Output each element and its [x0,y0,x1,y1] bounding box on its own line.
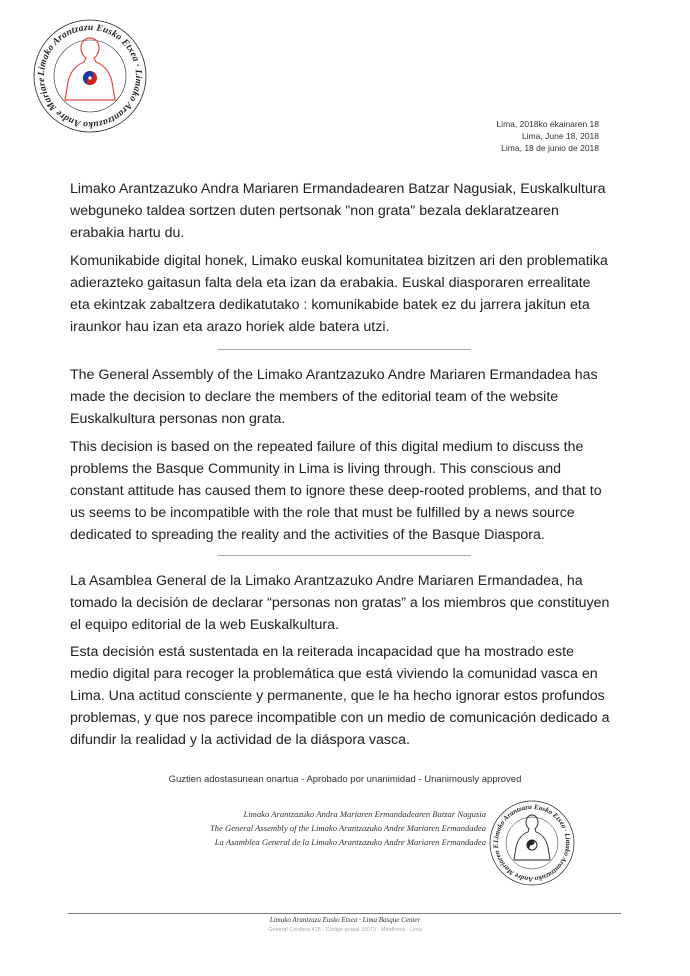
date-basque: Lima, 2018ko ekainaren 18 [496,119,599,129]
date-spanish: Lima, 18 de junio de 2018 [501,143,599,153]
signature-basque: Limako Arantzazuko Andra Mariaren Ermandadearen Batzar Nagusia [243,809,486,819]
association-seal-logo [28,14,152,138]
date-english: Lima, June 18, 2018 [521,131,599,141]
signature-english: The General Assembly of the Limako Arantzazuko Andre Mariaren Ermandadea [209,823,486,833]
footer-divider [68,913,621,914]
paragraph-english-1: The General Assembly of the Limako Arantzazuko Andre Mariaren Ermandadea has made the decision to declare the members of the editorial team of the website Euskalkultura personas non grata. [70,367,598,427]
lauburu-icon [527,840,537,850]
signature-block [150,807,486,849]
signature-spanish: La Asamblea General de la Limako Arantzazuko Andre Mariaren Ermandadea [214,837,486,847]
section-divider [218,555,471,556]
paragraph-basque-2: Komunikabide digital honek, Limako euskal komunitatea bizitzen ari den problematika adierazteko gaitasun falta dela eta izan da erabakia. Euskal diasporaren errealitate eta ekintzak zabaltzera dedikatutako : komunikabide batek ez du jarrera jakitun eta iraunkor hau izan eta arazo horiek alde batera utzi. [70,253,608,335]
paragraph-spanish-1: La Asamblea General de la Limako Arantzazuko Andre Mariaren Ermandadea, ha tomado la decisión de declarar “personas non gratas” a los miembros que constituyen el equipo editorial de la web Euskalkultura. [70,573,610,633]
footer-address: General Córdova 418 · Código postal 15073 · Miraflores · Lima [268,927,422,933]
figure-silhouette-icon [65,38,115,100]
paragraph-english-2: This decision is based on the repeated failure of this digital medium to discuss the problems the Basque Community in Lima is living through. This conscious and constant attitude has caused them to ignore these deep-rooted problems, and that to us seems to be incompatible with the role that must be fulfilled by a news source dedicated to spreading the reality and the activities of the Basque Diaspora. [70,439,602,543]
svg-text:Limako Arantzazu Eusko Etxea ·: Limako Arantzazu Eusko Etxea · Limako Arantzazuko Andre Mariaren E [491,802,573,884]
paragraph-spanish-2: Esta decisión está sustentada en la reiterada incapacidad que ha mostrado este medio digital para recoger la problemática que está viviendo la comunidad vasca en Lima. Una actitud consciente y permanente, que le ha hecho ignorar estos profundos problemas, y que nos parece incompatible con un medio de comunicación dedicado a difundir la realidad y la actividad de la diáspora vasca. [70,644,610,748]
svg-text:Limako Arantzazu Eusko Etxea ·: Limako Arantzazu Eusko Etxea · Limako Arantzazuko Andre Mariare [36,22,144,130]
section-divider [218,349,471,350]
footer-organization: Limako Arantzazu Eusko Etxea · Lima Basque Center [269,916,421,924]
document-dates [496,118,599,154]
approval-statement: Guztien adostasunean onartua - Aprobado por unanimidad - Unanimously approved [168,774,522,785]
lauburu-icon [83,71,97,85]
association-stamp-logo [486,797,578,889]
paragraph-basque-1: Limako Arantzazuko Andra Mariaren Ermandadearen Batzar Nagusiak, Euskalkultura webguneko taldea sortzen duten pertsonak "non grata" bezala deklaratzearen erabakia hartu du. [70,181,606,241]
figure-silhouette-icon [514,815,550,860]
